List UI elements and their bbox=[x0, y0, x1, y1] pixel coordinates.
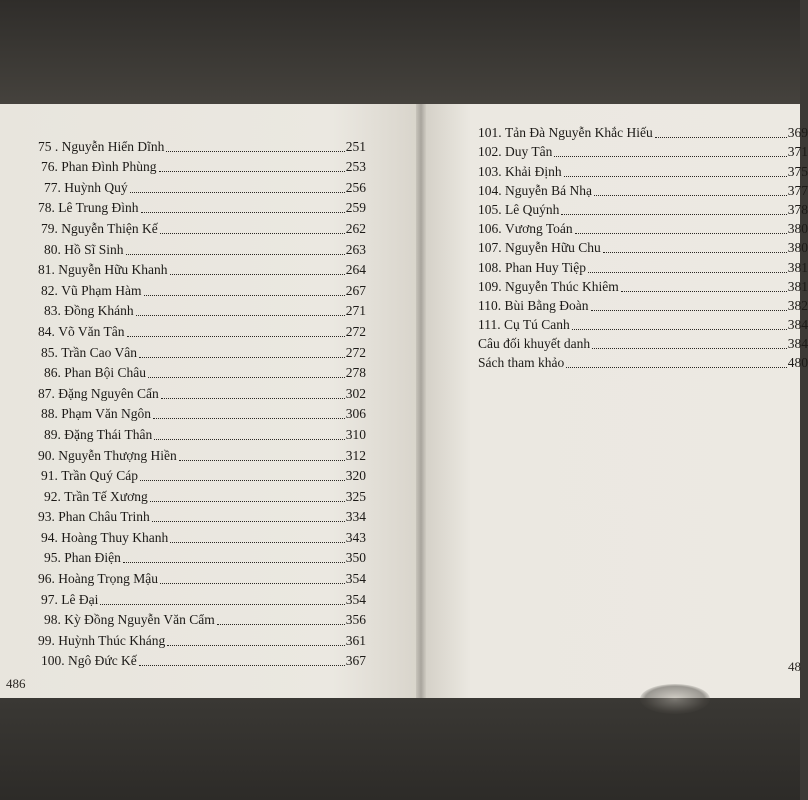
entry-title: Sách tham khảo bbox=[478, 355, 565, 371]
page-number-left: 486 bbox=[6, 676, 26, 691]
entry-title: Trần Quý Cáp bbox=[61, 468, 139, 484]
dot-leader bbox=[655, 136, 787, 138]
entry-title: Nguyễn Hữu Chu bbox=[505, 240, 601, 256]
entry-number: 106. bbox=[478, 221, 502, 237]
toc-entry bbox=[38, 484, 366, 505]
entry-page-number: 325 bbox=[345, 488, 366, 504]
dot-leader bbox=[588, 271, 787, 273]
dot-leader bbox=[621, 290, 787, 292]
entry-number: 88. bbox=[41, 406, 58, 422]
toc-entry bbox=[38, 505, 366, 526]
entry-page-number: 263 bbox=[345, 241, 366, 257]
page-number-right: 48 bbox=[788, 659, 801, 674]
entry-number: 109. bbox=[478, 278, 502, 294]
entry-page-number: 480 bbox=[787, 355, 808, 371]
entry-number: 85. bbox=[41, 344, 58, 360]
entry-title: Võ Văn Tân bbox=[58, 323, 125, 339]
entry-title: Vương Toán bbox=[505, 221, 573, 237]
dot-leader bbox=[100, 603, 344, 605]
dot-leader bbox=[148, 376, 345, 378]
entry-title: Trần Cao Vân bbox=[61, 344, 138, 360]
entry-title: Nguyễn Hữu Khanh bbox=[58, 262, 168, 278]
toc-entry bbox=[38, 546, 366, 567]
entry-title: Phan Huy Tiệp bbox=[505, 259, 587, 275]
toc-entry bbox=[478, 218, 808, 237]
dot-leader bbox=[150, 500, 345, 502]
entry-title: Phạm Văn Ngôn bbox=[61, 406, 151, 422]
entry-title: Đặng Thái Thân bbox=[64, 426, 153, 442]
entry-page-number: 310 bbox=[345, 426, 366, 442]
entry-title: Lê Đại bbox=[61, 591, 99, 607]
entry-page-number: 267 bbox=[345, 282, 366, 298]
dot-leader bbox=[126, 253, 345, 255]
entry-title: Huỳnh Thúc Kháng bbox=[58, 632, 166, 648]
entry-number: 77. bbox=[44, 179, 61, 195]
dot-leader bbox=[139, 664, 345, 666]
entry-number: 104. bbox=[478, 182, 502, 198]
entry-number: 86. bbox=[44, 365, 61, 381]
dot-leader bbox=[154, 438, 345, 440]
book-gutter bbox=[416, 104, 426, 698]
entry-number: 100. bbox=[41, 653, 65, 669]
dot-leader bbox=[217, 623, 345, 625]
toc-entry bbox=[38, 196, 366, 217]
dot-leader bbox=[140, 479, 345, 481]
toc-entry bbox=[38, 422, 366, 443]
dot-leader bbox=[141, 211, 345, 213]
dot-leader bbox=[554, 155, 786, 157]
entry-page-number: 251 bbox=[345, 138, 366, 154]
entry-page-number: 367 bbox=[345, 653, 366, 669]
entry-title: Phan Đình Phùng bbox=[61, 159, 157, 175]
dot-leader bbox=[127, 335, 345, 337]
toc-entry bbox=[478, 256, 808, 275]
toc-entry bbox=[38, 237, 366, 258]
entry-page-number: 334 bbox=[345, 509, 366, 525]
toc-entry bbox=[38, 443, 366, 464]
entry-page-number: 354 bbox=[345, 591, 366, 607]
dot-leader bbox=[575, 232, 787, 234]
entry-title: Lê Quýnh bbox=[505, 201, 560, 217]
dot-leader bbox=[139, 356, 345, 358]
toc-entry bbox=[478, 180, 808, 199]
entry-number: 75 . bbox=[38, 138, 59, 154]
entry-title: Tản Đà Nguyễn Khắc Hiếu bbox=[505, 125, 653, 141]
entry-title: Hồ Sĩ Sinh bbox=[64, 241, 124, 257]
entry-title: Nguyễn Hiển Dĩnh bbox=[61, 138, 165, 154]
toc-entry bbox=[478, 122, 808, 141]
entry-title: Hoàng Thuy Khanh bbox=[61, 529, 169, 545]
entry-number: 84. bbox=[38, 323, 55, 339]
toc-entry bbox=[38, 258, 366, 279]
dot-leader bbox=[564, 175, 787, 177]
dot-leader bbox=[144, 294, 345, 296]
entry-page-number: 259 bbox=[345, 200, 366, 216]
toc-entry bbox=[38, 361, 366, 382]
dot-leader bbox=[160, 232, 345, 234]
dot-leader bbox=[170, 541, 345, 543]
entry-title: Duy Tân bbox=[505, 144, 553, 160]
entry-number: 94. bbox=[41, 529, 58, 545]
dot-leader bbox=[572, 328, 787, 330]
entry-title: Cụ Tú Canh bbox=[504, 317, 570, 333]
dot-leader bbox=[153, 417, 345, 419]
entry-title: Nguyễn Thúc Khiêm bbox=[505, 278, 619, 294]
entry-page-number: 354 bbox=[345, 571, 366, 587]
entry-page-number: 382 bbox=[787, 297, 808, 313]
toc-entry bbox=[38, 525, 366, 546]
toc-entry bbox=[38, 566, 366, 587]
toc-entry bbox=[38, 216, 366, 237]
entry-title: Phan Bội Châu bbox=[64, 365, 147, 381]
entry-number: 95. bbox=[44, 550, 61, 566]
entry-title: Hoàng Trọng Mậu bbox=[58, 571, 159, 587]
entry-number: 87. bbox=[38, 385, 55, 401]
entry-number: 82. bbox=[41, 282, 58, 298]
entry-page-number: 350 bbox=[345, 550, 366, 566]
entry-page-number: 278 bbox=[345, 365, 366, 381]
dot-leader bbox=[179, 459, 345, 461]
entry-page-number: 381 bbox=[787, 278, 808, 294]
dot-leader bbox=[159, 170, 345, 172]
entry-title: Huỳnh Quý bbox=[64, 179, 128, 195]
entry-page-number: 356 bbox=[345, 612, 366, 628]
entry-page-number: 377 bbox=[787, 182, 808, 198]
entry-number: 93. bbox=[38, 509, 55, 525]
dot-leader bbox=[136, 314, 345, 316]
entry-title: Phan Điện bbox=[64, 550, 121, 566]
entry-title: Khải Định bbox=[505, 163, 562, 179]
toc-entry bbox=[38, 155, 366, 176]
toc-entry bbox=[478, 352, 808, 371]
entry-title: Đặng Nguyên Cẩn bbox=[58, 385, 159, 401]
entry-number: 79. bbox=[41, 220, 58, 236]
toc-entry bbox=[38, 319, 366, 340]
dot-leader bbox=[592, 347, 787, 349]
entry-number: 98. bbox=[44, 612, 61, 628]
toc-entry bbox=[478, 237, 808, 256]
entry-page-number: 384 bbox=[787, 336, 808, 352]
dot-leader bbox=[167, 644, 345, 646]
entry-number: 108. bbox=[478, 259, 502, 275]
toc-entry bbox=[478, 141, 808, 160]
entry-number: 80. bbox=[44, 241, 61, 257]
entry-page-number: 361 bbox=[345, 632, 366, 648]
entry-number: 99. bbox=[38, 632, 55, 648]
entry-title: Bùi Bằng Đoàn bbox=[504, 297, 589, 313]
toc-entry bbox=[38, 649, 366, 670]
entry-number: 110. bbox=[478, 297, 502, 313]
dot-leader bbox=[160, 582, 345, 584]
toc-entry bbox=[478, 276, 808, 295]
entry-page-number: 272 bbox=[345, 344, 366, 360]
entry-title: Trần Tế Xương bbox=[64, 488, 148, 504]
toc-entry bbox=[38, 402, 366, 423]
entry-page-number: 320 bbox=[345, 468, 366, 484]
toc-entry bbox=[38, 608, 366, 629]
entry-number: 101. bbox=[478, 125, 502, 141]
entry-number: 76. bbox=[41, 159, 58, 175]
entry-page-number: 253 bbox=[345, 159, 366, 175]
entry-page-number: 384 bbox=[787, 317, 808, 333]
dot-leader bbox=[594, 194, 787, 196]
entry-title: Ngô Đức Kế bbox=[68, 653, 137, 669]
entry-page-number: 306 bbox=[345, 406, 366, 422]
dot-leader bbox=[603, 251, 787, 253]
entry-number: 81. bbox=[38, 262, 55, 278]
entry-title: Phan Châu Trinh bbox=[58, 509, 150, 525]
entry-number: 90. bbox=[38, 447, 55, 463]
toc-entry bbox=[478, 314, 808, 333]
toc-list-left bbox=[38, 134, 366, 669]
entry-number: 96. bbox=[38, 571, 55, 587]
entry-title: Kỳ Đồng Nguyễn Văn Cẩm bbox=[64, 612, 215, 628]
entry-page-number: 272 bbox=[345, 323, 366, 339]
entry-number: 97. bbox=[41, 591, 58, 607]
background-top bbox=[0, 0, 800, 104]
toc-entry bbox=[478, 160, 808, 179]
entry-number: 102. bbox=[478, 144, 502, 160]
toc-entry bbox=[478, 333, 808, 352]
entry-number: 107. bbox=[478, 240, 502, 256]
toc-entry bbox=[38, 278, 366, 299]
entry-number: 92. bbox=[44, 488, 61, 504]
entry-page-number: 375 bbox=[787, 163, 808, 179]
toc-list-right bbox=[478, 122, 808, 371]
entry-page-number: 343 bbox=[345, 529, 366, 545]
toc-entry bbox=[38, 628, 366, 649]
entry-page-number: 381 bbox=[787, 259, 808, 275]
toc-entry bbox=[478, 295, 808, 314]
entry-page-number: 262 bbox=[345, 220, 366, 236]
entry-title: Vũ Phạm Hàm bbox=[61, 282, 142, 298]
dot-leader bbox=[130, 191, 345, 193]
entry-page-number: 264 bbox=[345, 262, 366, 278]
entry-number: 89. bbox=[44, 426, 61, 442]
entry-page-number: 380 bbox=[787, 240, 808, 256]
toc-entry bbox=[38, 464, 366, 485]
glare-spot bbox=[640, 684, 710, 714]
entry-title: Câu đối khuyết danh bbox=[478, 336, 591, 352]
entry-page-number: 378 bbox=[787, 201, 808, 217]
entry-page-number: 312 bbox=[345, 447, 366, 463]
entry-number: 105. bbox=[478, 201, 502, 217]
entry-title: Nguyễn Thiện Kế bbox=[61, 220, 158, 236]
entry-title: Đồng Khánh bbox=[64, 303, 134, 319]
dot-leader bbox=[591, 309, 787, 311]
toc-entry bbox=[38, 587, 366, 608]
dot-leader bbox=[152, 520, 345, 522]
entry-page-number: 302 bbox=[345, 385, 366, 401]
entry-number: 91. bbox=[41, 468, 58, 484]
toc-entry bbox=[478, 199, 808, 218]
dot-leader bbox=[566, 366, 787, 368]
entry-number: 78. bbox=[38, 200, 55, 216]
entry-title: Nguyễn Bá Nhạ bbox=[505, 182, 592, 198]
entry-number: 111. bbox=[478, 317, 501, 333]
toc-entry bbox=[38, 134, 366, 155]
dot-leader bbox=[161, 397, 345, 399]
entry-number: 103. bbox=[478, 163, 502, 179]
entry-page-number: 371 bbox=[787, 144, 808, 160]
toc-entry bbox=[38, 340, 366, 361]
entry-page-number: 256 bbox=[345, 179, 366, 195]
toc-entry bbox=[38, 299, 366, 320]
entry-title: Nguyễn Thượng Hiền bbox=[58, 447, 177, 463]
dot-leader bbox=[166, 150, 344, 152]
entry-number: 83. bbox=[44, 303, 61, 319]
entry-page-number: 380 bbox=[787, 221, 808, 237]
toc-entry bbox=[38, 381, 366, 402]
entry-page-number: 369 bbox=[787, 125, 808, 141]
dot-leader bbox=[123, 561, 345, 563]
dot-leader bbox=[561, 213, 786, 215]
entry-page-number: 271 bbox=[345, 303, 366, 319]
dot-leader bbox=[170, 273, 345, 275]
toc-entry bbox=[38, 175, 366, 196]
entry-title: Lê Trung Đình bbox=[58, 200, 139, 216]
